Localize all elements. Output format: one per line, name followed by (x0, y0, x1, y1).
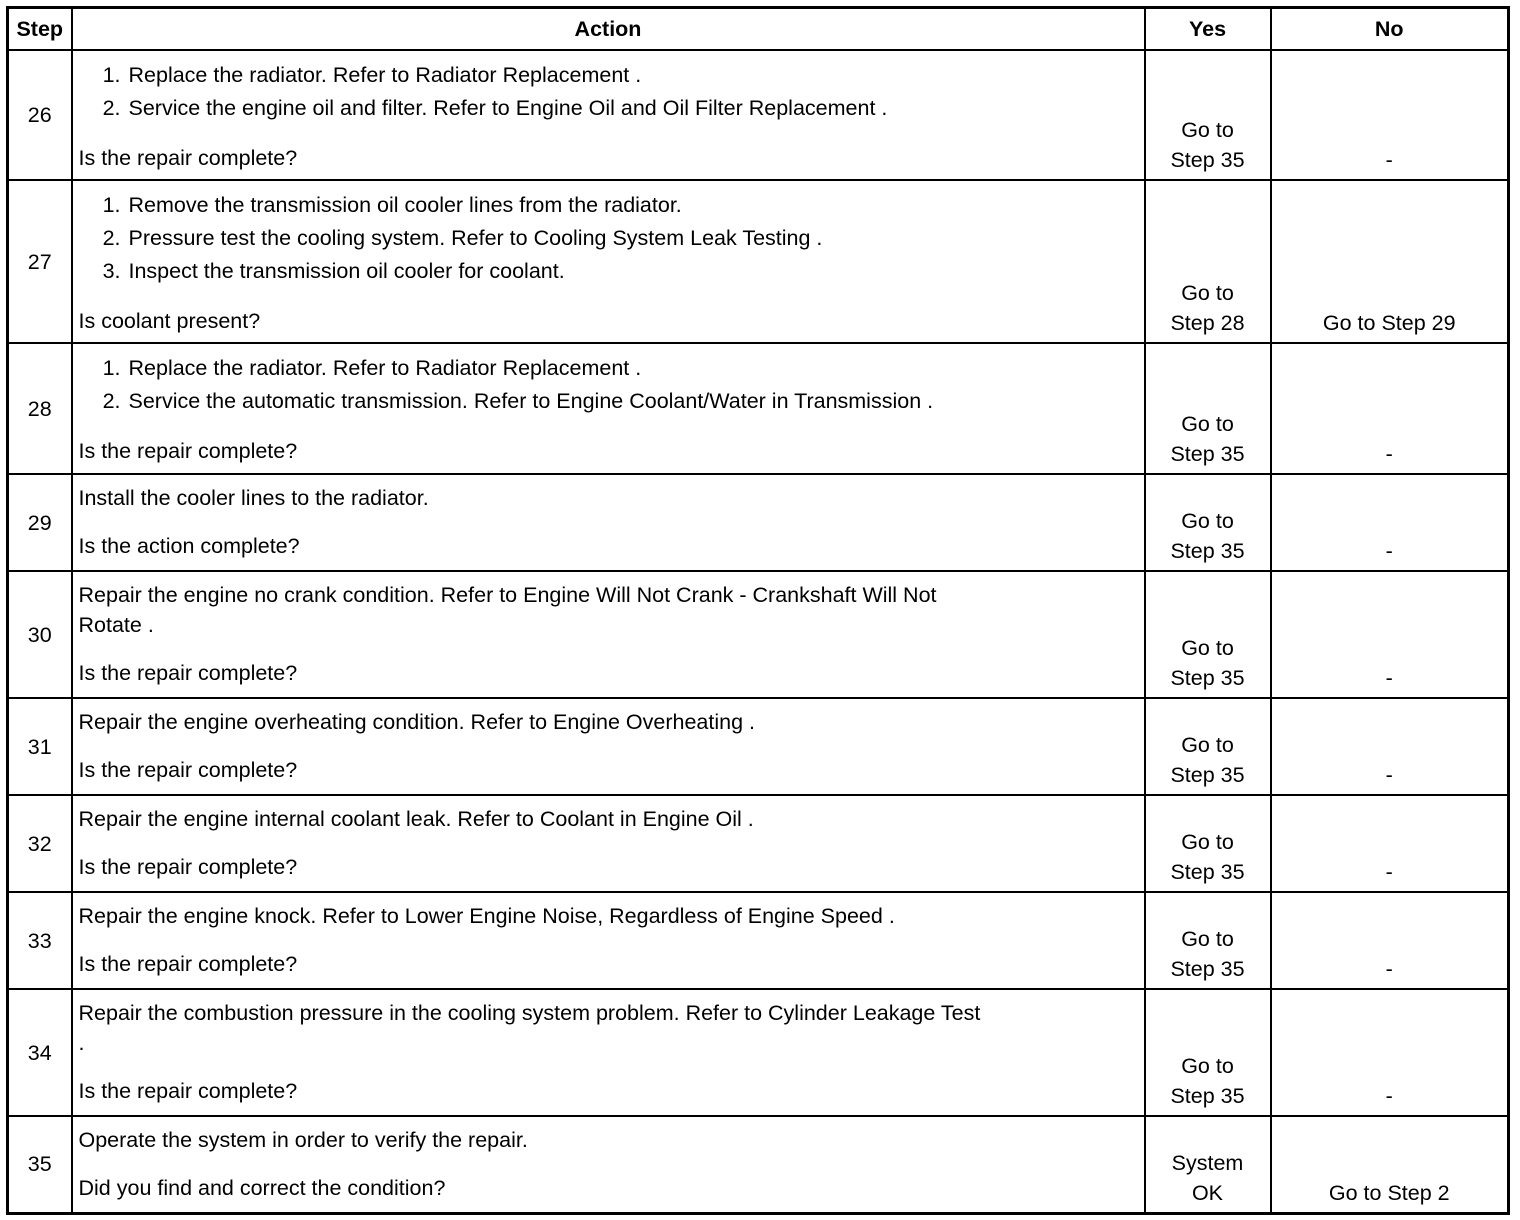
question-text: Is the repair complete? (78, 855, 298, 879)
header-row (8, 8, 1509, 51)
yes-result: System OK (1145, 1116, 1271, 1213)
header-action: Action (72, 8, 1145, 51)
no-result: - (1271, 343, 1509, 474)
step-number: 35 (8, 1116, 72, 1213)
step-number: 32 (8, 795, 72, 892)
no-result: - (1271, 474, 1509, 571)
question-text: Is the repair complete? (78, 758, 298, 782)
no-result: - (1271, 892, 1509, 989)
action-cell (72, 795, 1145, 892)
no-result: - (1271, 50, 1509, 180)
table-row (8, 698, 1509, 795)
no-result: - (1271, 571, 1509, 698)
yes-result: Go to Step 35 (1145, 698, 1271, 795)
step-number: 34 (8, 989, 72, 1116)
action-list (79, 59, 1138, 125)
action-text: Operate the system in order to verify the repair. (78, 1128, 528, 1152)
header-no: No (1271, 8, 1509, 51)
question-text: Did you find and correct the condition? (78, 1176, 446, 1200)
action-text: Repair the engine knock. Refer to Lower Engine Noise, Regardless of Engine Speed . (78, 904, 895, 928)
action-list (79, 189, 1138, 288)
action-item: 2. Pressure test the cooling system. Refer to Cooling System Leak Testing . (127, 222, 1138, 255)
yes-result: Go to Step 35 (1145, 795, 1271, 892)
step-number: 31 (8, 698, 72, 795)
table-row (8, 1116, 1509, 1213)
action-cell (72, 892, 1145, 989)
action-item: 1. Replace the radiator. Refer to Radiator Replacement . (127, 352, 1138, 385)
no-result: - (1271, 795, 1509, 892)
action-item: 2. Service the engine oil and filter. Refer to Engine Oil and Oil Filter Replacement . (127, 92, 1138, 125)
action-text: Repair the engine no crank condition. Refer to Engine Will Not Crank - Crankshaft Will Not (78, 583, 937, 607)
yes-result: Go to Step 35 (1145, 474, 1271, 571)
no-result: Go to Step 2 (1271, 1116, 1509, 1213)
action-cell (72, 698, 1145, 795)
table-row (8, 343, 1509, 474)
step-number: 33 (8, 892, 72, 989)
action-cell (72, 989, 1145, 1116)
yes-result: Go to Step 35 (1145, 343, 1271, 474)
action-text: Repair the combustion pressure in the cooling system problem. Refer to Cylinder Leakage Test (78, 1001, 981, 1025)
table-row (8, 795, 1509, 892)
yes-result: Go to Step 35 (1145, 50, 1271, 180)
action-text: Rotate . (78, 613, 154, 637)
yes-result: Go to Step 35 (1145, 892, 1271, 989)
table-row (8, 474, 1509, 571)
action-item: 1. Remove the transmission oil cooler lines from the radiator. (127, 189, 1138, 222)
action-cell (72, 474, 1145, 571)
action-text: Repair the engine internal coolant leak. Refer to Coolant in Engine Oil . (78, 807, 754, 831)
no-result: - (1271, 989, 1509, 1116)
step-number: 30 (8, 571, 72, 698)
question-text: Is the repair complete? (78, 1079, 298, 1103)
action-cell (72, 571, 1145, 698)
step-number: 26 (8, 50, 72, 180)
step-number: 29 (8, 474, 72, 571)
header-yes: Yes (1145, 8, 1271, 51)
step-number: 28 (8, 343, 72, 474)
action-item: 3. Inspect the transmission oil cooler for coolant. (127, 255, 1138, 288)
no-result: Go to Step 29 (1271, 180, 1509, 343)
action-item: 1. Replace the radiator. Refer to Radiator Replacement . (127, 59, 1138, 92)
question-text: Is the repair complete? (78, 146, 298, 170)
table-row (8, 989, 1509, 1116)
step-number: 27 (8, 180, 72, 343)
table-row (8, 892, 1509, 989)
action-cell (72, 1116, 1145, 1213)
action-text: . (78, 1031, 85, 1055)
action-item: 2. Service the automatic transmission. Refer to Engine Coolant/Water in Transmission . (127, 385, 1138, 418)
action-cell (72, 343, 1145, 474)
table-row (8, 50, 1509, 180)
action-text: Install the cooler lines to the radiator. (78, 486, 429, 510)
yes-result: Go to Step 35 (1145, 989, 1271, 1116)
action-list (79, 352, 1138, 418)
action-cell (72, 50, 1145, 180)
header-step: Step (8, 8, 72, 51)
question-text: Is the repair complete? (78, 439, 298, 463)
action-cell (72, 180, 1145, 343)
question-text: Is the action complete? (78, 534, 300, 558)
table-row (8, 180, 1509, 343)
question-text: Is coolant present? (78, 309, 261, 333)
question-text: Is the repair complete? (78, 661, 298, 685)
diagnostic-table (6, 6, 1510, 1215)
table-row (8, 571, 1509, 698)
yes-result: Go to Step 28 (1145, 180, 1271, 343)
no-result: - (1271, 698, 1509, 795)
action-text: Repair the engine overheating condition. Refer to Engine Overheating . (78, 710, 755, 734)
yes-result: Go to Step 35 (1145, 571, 1271, 698)
question-text: Is the repair complete? (78, 952, 298, 976)
